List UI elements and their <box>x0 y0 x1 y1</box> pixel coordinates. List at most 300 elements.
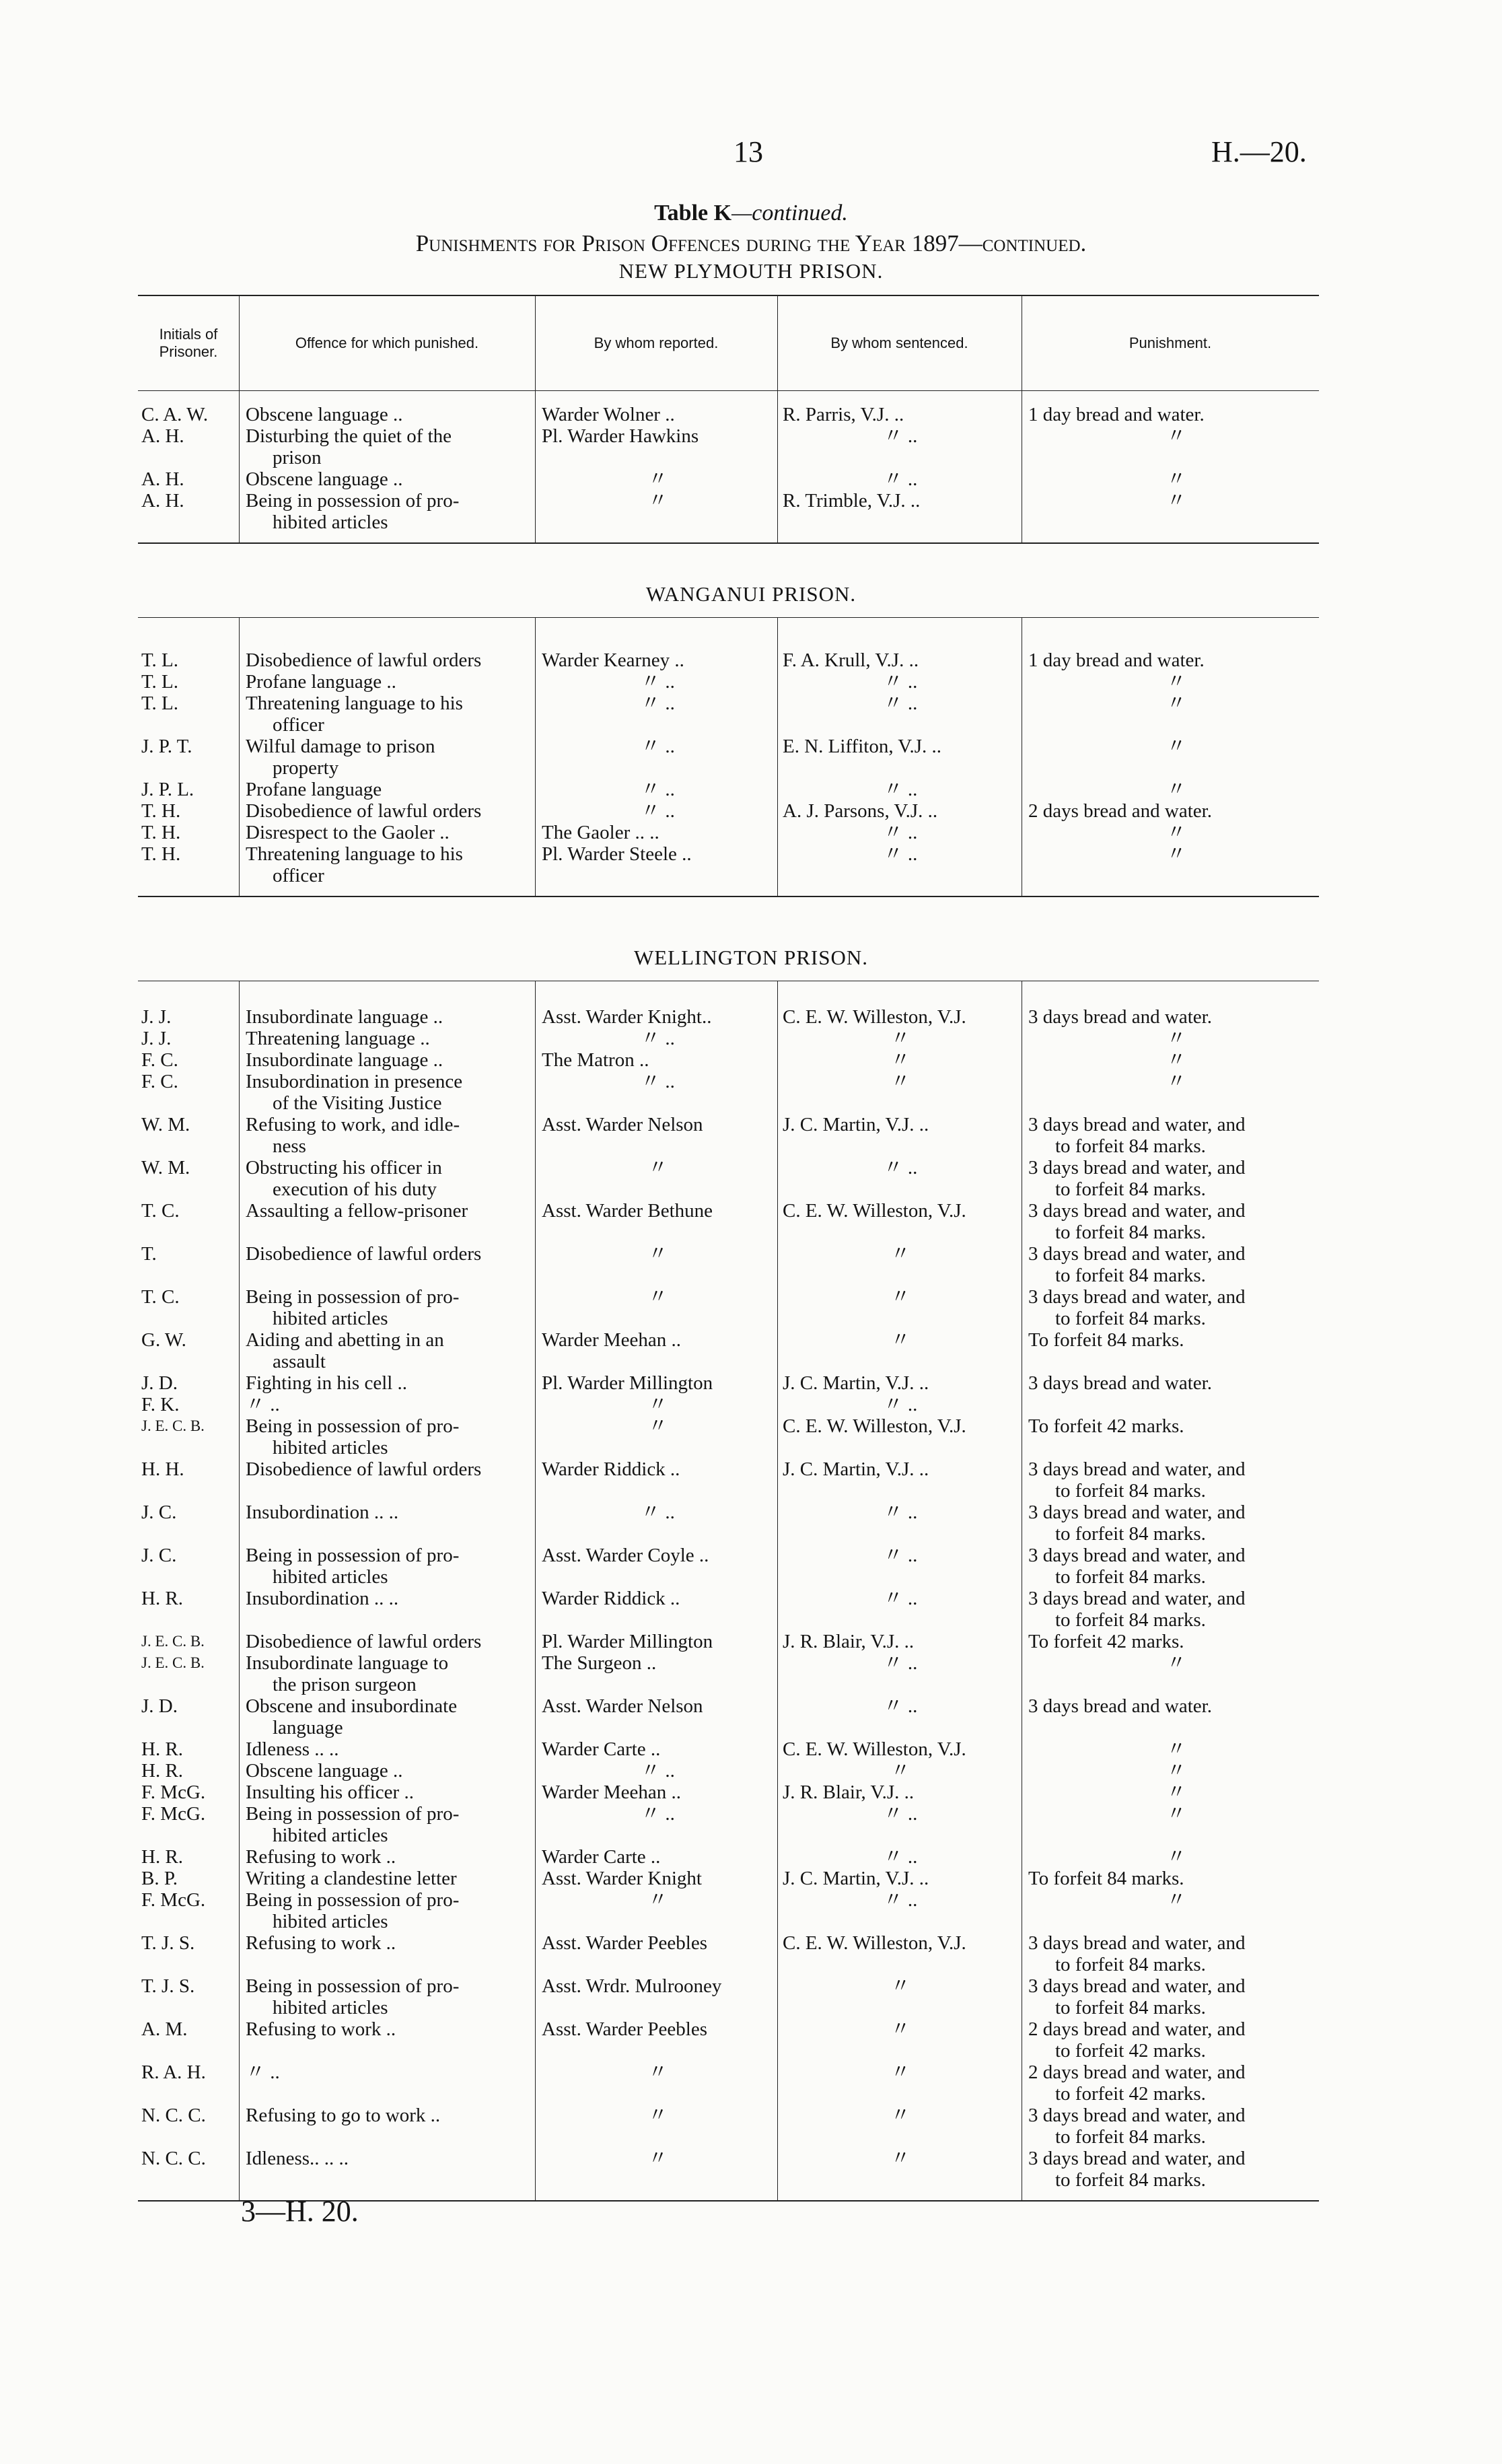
offence-cell <box>246 822 528 843</box>
prisoner-initials: T. L. <box>141 671 179 693</box>
punishment-text: 3 days bread and water, and <box>1028 1975 1246 1997</box>
punishment-text: 3 days bread and water. <box>1028 1695 1212 1717</box>
reported-by: The Surgeon .. <box>542 1652 657 1674</box>
sentenced-by: 〃 .. <box>883 1394 918 1415</box>
punishment-cell <box>1028 1458 1324 1502</box>
punishment-text: 〃 <box>1166 468 1186 490</box>
reported-by: 〃 <box>647 2062 668 2083</box>
reported-by: 〃 <box>647 1394 668 1415</box>
offence-cell <box>246 1782 528 1803</box>
punishment-cell <box>1028 2148 1324 2191</box>
sentenced-by: R. Trimble, V.J. .. <box>783 490 921 512</box>
punishment-text: 2 days bread and water, and <box>1028 2018 1246 2040</box>
prisoner-initials: J. C. <box>141 1502 177 1523</box>
offence-cell <box>246 1415 528 1458</box>
sentenced-by: 〃 .. <box>883 1846 918 1868</box>
sentenced-by: 〃 .. <box>883 671 918 693</box>
reported-by: Asst. Warder Nelson <box>542 1695 703 1717</box>
punishment-text: 3 days bread and water, and <box>1028 2148 1246 2169</box>
offence-text: property <box>273 757 339 779</box>
punishment-cell <box>1028 1760 1324 1782</box>
prisoner-initials: A. H. <box>141 425 184 447</box>
offence-cell <box>246 2105 528 2126</box>
offence-cell <box>246 1868 528 1889</box>
offence-text: Threatening language to his <box>246 843 463 865</box>
punishment-text: 3 days bread and water, and <box>1028 1114 1246 1135</box>
punishment-text: 2 days bread and water. <box>1028 800 1212 822</box>
punishment-cell <box>1028 649 1324 671</box>
sentenced-by: 〃 .. <box>883 468 918 490</box>
punishment-cell <box>1028 2062 1324 2105</box>
table-title-italic: —continued. <box>731 201 848 225</box>
punishment-cell <box>1028 1157 1324 1200</box>
punishment-text: 〃 <box>1166 1071 1186 1092</box>
offence-text: hibited articles <box>273 1437 388 1458</box>
punishment-text: 1 day bread and water. <box>1028 404 1205 425</box>
sentenced-by: 〃 .. <box>883 1695 918 1717</box>
prisoner-initials: H. H. <box>141 1458 184 1480</box>
prisoner-initials: C. A. W. <box>141 404 209 425</box>
reported-by: Asst. Warder Bethune <box>542 1200 713 1222</box>
punishment-cell <box>1028 2018 1324 2062</box>
sentenced-by: R. Parris, V.J. .. <box>783 404 904 425</box>
reported-by: Pl. Warder Hawkins <box>542 425 699 447</box>
prisoner-initials: A. H. <box>141 490 184 512</box>
punishment-text: 3 days bread and water, and <box>1028 1243 1246 1265</box>
reported-by: 〃 .. <box>641 779 675 800</box>
punishment-text: to forfeit 84 marks. <box>1055 1954 1206 1975</box>
offence-cell <box>246 468 528 490</box>
punishment-text: 〃 <box>1166 693 1186 714</box>
punishment-cell <box>1028 736 1324 757</box>
punishment-cell <box>1028 1695 1324 1717</box>
offence-cell <box>246 1846 528 1868</box>
offence-text: hibited articles <box>273 512 388 533</box>
prisoner-initials: T. J. S. <box>141 1932 195 1954</box>
reported-by: Asst. Warder Peebles <box>542 2018 707 2040</box>
punishment-cell <box>1028 425 1324 447</box>
sentenced-by: 〃 .. <box>883 779 918 800</box>
rule-line <box>138 390 1319 391</box>
column-header: Punishment. <box>1129 335 1212 351</box>
punishment-cell <box>1028 779 1324 800</box>
reported-by: 〃 .. <box>641 1071 675 1092</box>
prisoner-initials: F. McG. <box>141 1782 206 1803</box>
rule-line <box>138 542 1319 544</box>
punishment-cell <box>1028 468 1324 490</box>
prisoner-initials: F. K. <box>141 1394 180 1415</box>
prisoner-initials: J. P. L. <box>141 779 194 800</box>
punishment-text: 〃 <box>1166 1738 1186 1760</box>
offence-text: Writing a clandestine letter <box>246 1868 457 1889</box>
sentenced-by: J. C. Martin, V.J. .. <box>783 1372 929 1394</box>
offence-text: officer <box>273 865 324 886</box>
offence-cell <box>246 1932 528 1954</box>
page-reference: H.—20. <box>1211 135 1307 168</box>
section-title: NEW PLYMOUTH PRISON. <box>618 259 884 283</box>
offence-cell <box>246 404 528 425</box>
punishment-text: 〃 <box>1166 1889 1186 1911</box>
offence-cell <box>246 1329 528 1372</box>
offence-text: Obscene language .. <box>246 1760 403 1782</box>
punishment-cell <box>1028 1114 1324 1157</box>
offence-text: hibited articles <box>273 1825 388 1846</box>
offence-cell <box>246 1006 528 1028</box>
reported-by: Pl. Warder Steele .. <box>542 843 692 865</box>
reported-by: 〃 <box>647 490 668 512</box>
column-divider <box>777 617 778 896</box>
punishment-text: to forfeit 84 marks. <box>1055 1480 1206 1502</box>
offence-text: 〃 .. <box>246 1394 280 1415</box>
column-divider <box>777 981 778 2200</box>
reported-by: 〃 <box>647 2105 668 2126</box>
offence-text: officer <box>273 714 324 736</box>
sentenced-by: C. E. W. Willeston, V.J. <box>783 1200 966 1222</box>
sentenced-by: 〃 .. <box>883 693 918 714</box>
sentenced-by: 〃 <box>890 1286 910 1308</box>
offence-text: prison <box>273 447 322 468</box>
punishment-text: 1 day bread and water. <box>1028 649 1205 671</box>
prisoner-initials: A. M. <box>141 2018 188 2040</box>
offence-text: Refusing to work .. <box>246 1846 396 1868</box>
reported-by: Warder Meehan .. <box>542 1782 682 1803</box>
prisoner-initials: G. W. <box>141 1329 186 1351</box>
offence-cell <box>246 736 528 779</box>
offence-text: assault <box>273 1351 326 1372</box>
offence-text: Threatening language to his <box>246 693 463 714</box>
punishment-text: 3 days bread and water, and <box>1028 1286 1246 1308</box>
reported-by: Asst. Warder Knight.. <box>542 1006 712 1028</box>
offence-text: Idleness .. .. <box>246 1738 339 1760</box>
punishment-cell <box>1028 843 1324 865</box>
offence-cell <box>246 1200 528 1222</box>
offence-text: Insulting his officer .. <box>246 1782 414 1803</box>
punishment-text: to forfeit 84 marks. <box>1055 1609 1206 1631</box>
sentenced-by: J. R. Blair, V.J. .. <box>783 1782 915 1803</box>
sentenced-by: C. E. W. Willeston, V.J. <box>783 1738 966 1760</box>
prisoner-initials: F. C. <box>141 1049 178 1071</box>
punishment-cell <box>1028 1652 1324 1674</box>
prisoner-initials: J. E. C. B. <box>141 1654 205 1671</box>
offence-text: Wilful damage to prison <box>246 736 435 757</box>
offence-text: Refusing to work .. <box>246 2018 396 2040</box>
punishment-cell <box>1028 693 1324 714</box>
prisoner-initials: J. D. <box>141 1372 178 1394</box>
prisoner-initials: H. R. <box>141 1738 184 1760</box>
sentenced-by: 〃 <box>890 1049 910 1071</box>
sentenced-by: 〃 <box>890 1975 910 1997</box>
column-divider <box>535 390 536 542</box>
prisoner-initials: T. H. <box>141 800 181 822</box>
sentenced-by: 〃 .. <box>883 1889 918 1911</box>
prisoner-initials: W. M. <box>141 1114 190 1135</box>
punishment-text: 〃 <box>1166 1028 1186 1049</box>
punishment-text: 〃 <box>1166 1803 1186 1825</box>
reported-by: Warder Meehan .. <box>542 1329 682 1351</box>
offence-text: Obscene language .. <box>246 468 403 490</box>
offence-text: Disobedience of lawful orders <box>246 1243 482 1265</box>
sentenced-by: 〃 .. <box>883 822 918 843</box>
punishment-cell <box>1028 1631 1324 1652</box>
column-divider <box>239 617 240 896</box>
offence-text: Disobedience of lawful orders <box>246 800 482 822</box>
punishment-cell <box>1028 1588 1324 1631</box>
sentenced-by: 〃 <box>890 1071 910 1092</box>
prisoner-initials: W. M. <box>141 1157 190 1178</box>
offence-text: Refusing to go to work .. <box>246 2105 441 2126</box>
offence-text: Insubordination .. .. <box>246 1502 399 1523</box>
punishment-text: 3 days bread and water, and <box>1028 1545 1246 1566</box>
punishment-text: 〃 <box>1166 843 1186 865</box>
reported-by: 〃 <box>647 2148 668 2169</box>
offence-cell <box>246 671 528 693</box>
prisoner-initials: H. R. <box>141 1588 184 1609</box>
offence-cell <box>246 1157 528 1200</box>
prisoner-initials: R. A. H. <box>141 2062 206 2083</box>
punishment-cell <box>1028 1502 1324 1545</box>
offence-text: hibited articles <box>273 1566 388 1588</box>
punishment-text: 〃 <box>1166 736 1186 757</box>
punishment-text: 〃 <box>1166 425 1186 447</box>
punishment-text: 〃 <box>1166 1652 1186 1674</box>
sentenced-by: J. R. Blair, V.J. .. <box>783 1631 915 1652</box>
punishment-text: to forfeit 84 marks. <box>1055 1997 1206 2018</box>
offence-cell <box>246 2018 528 2040</box>
offence-text: Refusing to work, and idle- <box>246 1114 460 1135</box>
prisoner-initials: T. J. S. <box>141 1975 195 1997</box>
offence-cell <box>246 1803 528 1846</box>
reported-by: 〃 <box>647 1157 668 1178</box>
prisoner-initials: T. C. <box>141 1200 180 1222</box>
offence-text: Idleness.. .. .. <box>246 2148 349 2169</box>
sentenced-by: 〃 .. <box>883 1652 918 1674</box>
punishment-text: 3 days bread and water, and <box>1028 1200 1246 1222</box>
offence-text: Obscene language .. <box>246 404 403 425</box>
reported-by: 〃 <box>647 1286 668 1308</box>
punishment-text: to forfeit 84 marks. <box>1055 1265 1206 1286</box>
punishment-text: 3 days bread and water. <box>1028 1372 1212 1394</box>
reported-by: 〃 .. <box>641 1760 675 1782</box>
reported-by: 〃 <box>647 1889 668 1911</box>
offence-cell <box>246 1695 528 1738</box>
offence-text: Insubordinate language .. <box>246 1006 443 1028</box>
punishment-text: to forfeit 84 marks. <box>1055 2126 1206 2148</box>
punishment-cell <box>1028 671 1324 693</box>
prisoner-initials: T. C. <box>141 1286 180 1308</box>
prisoner-initials: J. E. C. B. <box>141 1417 205 1434</box>
punishment-cell <box>1028 1243 1324 1286</box>
prisoner-initials: J. C. <box>141 1545 177 1566</box>
reported-by: Pl. Warder Millington <box>542 1631 713 1652</box>
offence-text: Disturbing the quiet of the <box>246 425 452 447</box>
offence-text: Disobedience of lawful orders <box>246 649 482 671</box>
punishment-text: 〃 <box>1166 822 1186 843</box>
punishment-cell <box>1028 800 1324 822</box>
reported-by: 〃 <box>647 1415 668 1437</box>
prisoner-initials: N. C. C. <box>141 2148 206 2169</box>
sentenced-by: 〃 <box>890 1243 910 1265</box>
sentenced-by: 〃 .. <box>883 843 918 865</box>
offence-cell <box>246 843 528 886</box>
sentenced-by: F. A. Krull, V.J. .. <box>783 649 919 671</box>
punishment-text: to forfeit 84 marks. <box>1055 2169 1206 2191</box>
offence-cell <box>246 490 528 533</box>
sentenced-by: 〃 <box>890 1329 910 1351</box>
sentenced-by: A. J. Parsons, V.J. .. <box>783 800 938 822</box>
reported-by: Asst. Wrdr. Mulrooney <box>542 1975 722 1997</box>
punishment-cell <box>1028 2105 1324 2148</box>
prisoner-initials: T. L. <box>141 693 179 714</box>
offence-cell <box>246 1760 528 1782</box>
punishment-text: 〃 <box>1166 1049 1186 1071</box>
punishment-text: 3 days bread and water, and <box>1028 1932 1246 1954</box>
offence-cell <box>246 1975 528 2018</box>
reported-by: 〃 .. <box>641 736 675 757</box>
offence-cell <box>246 1372 528 1394</box>
offence-text: Being in possession of pro- <box>246 1803 460 1825</box>
reported-by: 〃 <box>647 1243 668 1265</box>
offence-cell <box>246 2148 528 2169</box>
prisoner-initials: T. H. <box>141 843 181 865</box>
punishment-text: 3 days bread and water, and <box>1028 2105 1246 2126</box>
sentenced-by: C. E. W. Willeston, V.J. <box>783 1006 966 1028</box>
column-divider <box>239 390 240 542</box>
reported-by: Asst. Warder Knight <box>542 1868 702 1889</box>
sentenced-by: C. E. W. Willeston, V.J. <box>783 1932 966 1954</box>
reported-by: Asst. Warder Nelson <box>542 1114 703 1135</box>
punishment-cell <box>1028 1329 1324 1351</box>
offence-cell <box>246 1458 528 1480</box>
offence-text: Being in possession of pro- <box>246 1889 460 1911</box>
reported-by: Warder Riddick .. <box>542 1458 680 1480</box>
punishment-text: to forfeit 84 marks. <box>1055 1222 1206 1243</box>
reported-by: The Matron .. <box>542 1049 649 1071</box>
punishment-text: to forfeit 84 marks. <box>1055 1523 1206 1545</box>
reported-by: Asst. Warder Peebles <box>542 1932 707 1954</box>
prisoner-initials: J. P. T. <box>141 736 192 757</box>
sentenced-by: J. C. Martin, V.J. .. <box>783 1114 929 1135</box>
punishment-cell <box>1028 1803 1324 1825</box>
prisoner-initials: F. McG. <box>141 1889 206 1911</box>
sentenced-by: 〃 <box>890 1028 910 1049</box>
prisoner-initials: J. J. <box>141 1028 172 1049</box>
prisoner-initials: J. E. C. B. <box>141 1633 205 1650</box>
punishment-cell <box>1028 1846 1324 1868</box>
punishment-cell <box>1028 1071 1324 1092</box>
punishment-cell <box>1028 1049 1324 1071</box>
punishment-cell <box>1028 1028 1324 1049</box>
reported-by: 〃 <box>647 468 668 490</box>
offence-text: Insubordination in presence <box>246 1071 463 1092</box>
punishment-text: 〃 <box>1166 1846 1186 1868</box>
offence-text: Insubordinate language to <box>246 1652 449 1674</box>
offence-cell <box>246 1545 528 1588</box>
punishment-text: 3 days bread and water, and <box>1028 1157 1246 1178</box>
section-title: WANGANUI PRISON. <box>645 582 857 606</box>
offence-cell <box>246 1049 528 1071</box>
offence-cell <box>246 693 528 736</box>
punishment-cell <box>1028 1868 1324 1889</box>
offence-text: Profane language <box>246 779 382 800</box>
punishment-text: to forfeit 84 marks. <box>1055 1135 1206 1157</box>
prisoner-initials: T. <box>141 1243 157 1265</box>
section-title: WELLINGTON PRISON. <box>633 946 869 969</box>
offence-text: Being in possession of pro- <box>246 1545 460 1566</box>
punishment-text: To forfeit 84 marks. <box>1028 1329 1184 1351</box>
offence-cell <box>246 1286 528 1329</box>
sentenced-by: 〃 .. <box>883 425 918 447</box>
punishment-text: to forfeit 42 marks. <box>1055 2040 1206 2062</box>
prisoner-initials: H. R. <box>141 1846 184 1868</box>
punishment-text: To forfeit 42 marks. <box>1028 1415 1184 1437</box>
reported-by: 〃 .. <box>641 1028 675 1049</box>
reported-by: 〃 .. <box>641 800 675 822</box>
page-footer: 3—H. 20. <box>241 2195 359 2228</box>
offence-text: Disobedience of lawful orders <box>246 1458 482 1480</box>
punishment-text: 3 days bread and water, and <box>1028 1502 1246 1523</box>
prisoner-initials: B. P. <box>141 1868 178 1889</box>
offence-text: Fighting in his cell .. <box>246 1372 408 1394</box>
sentenced-by: 〃 <box>890 1760 910 1782</box>
offence-text: language <box>273 1717 343 1738</box>
reported-by: The Gaoler .. .. <box>542 822 659 843</box>
sentenced-by: 〃 <box>890 2148 910 2169</box>
punishment-cell <box>1028 490 1324 512</box>
column-divider <box>239 981 240 2200</box>
prisoner-initials: J. D. <box>141 1695 178 1717</box>
offence-text: Being in possession of pro- <box>246 1286 460 1308</box>
offence-text: Obscene and insubordinate <box>246 1695 458 1717</box>
sentenced-by: C. E. W. Willeston, V.J. <box>783 1415 966 1437</box>
sentenced-by: 〃 <box>890 2018 910 2040</box>
offence-cell <box>246 425 528 468</box>
column-divider <box>777 390 778 542</box>
reported-by: Warder Riddick .. <box>542 1588 680 1609</box>
table-subtitle: Punishments for Prison Offences during the Year 1897—continued. <box>415 230 1087 256</box>
punishment-text: 〃 <box>1166 1782 1186 1803</box>
sentenced-by: E. N. Liffiton, V.J. .. <box>783 736 942 757</box>
column-divider <box>535 981 536 2200</box>
offence-cell <box>246 800 528 822</box>
column-header: By whom reported. <box>594 335 719 351</box>
rule-line <box>138 896 1319 897</box>
sentenced-by: 〃 .. <box>883 1588 918 1609</box>
reported-by: 〃 .. <box>641 1803 675 1825</box>
sentenced-by: 〃 .. <box>883 1502 918 1523</box>
reported-by: Warder Carte .. <box>542 1738 661 1760</box>
offence-cell <box>246 1889 528 1932</box>
punishment-cell <box>1028 1200 1324 1243</box>
offence-text: Obstructing his officer in <box>246 1157 442 1178</box>
sentenced-by: 〃 .. <box>883 1545 918 1566</box>
offence-text: Insubordinate language .. <box>246 1049 443 1071</box>
page-number: 13 <box>734 135 763 168</box>
punishment-cell <box>1028 1415 1324 1437</box>
punishment-cell <box>1028 822 1324 843</box>
punishment-cell <box>1028 1975 1324 2018</box>
punishment-cell <box>1028 1932 1324 1975</box>
offence-cell <box>246 1243 528 1265</box>
reported-by: Warder Carte .. <box>542 1846 661 1868</box>
punishment-cell <box>1028 1372 1324 1394</box>
prisoner-initials: F. McG. <box>141 1803 206 1825</box>
offence-text: Profane language .. <box>246 671 396 693</box>
punishment-text: to forfeit 84 marks. <box>1055 1566 1206 1588</box>
offence-text: hibited articles <box>273 1997 388 2018</box>
prisoner-initials: F. C. <box>141 1071 178 1092</box>
column-divider <box>535 617 536 896</box>
reported-by: 〃 .. <box>641 671 675 693</box>
